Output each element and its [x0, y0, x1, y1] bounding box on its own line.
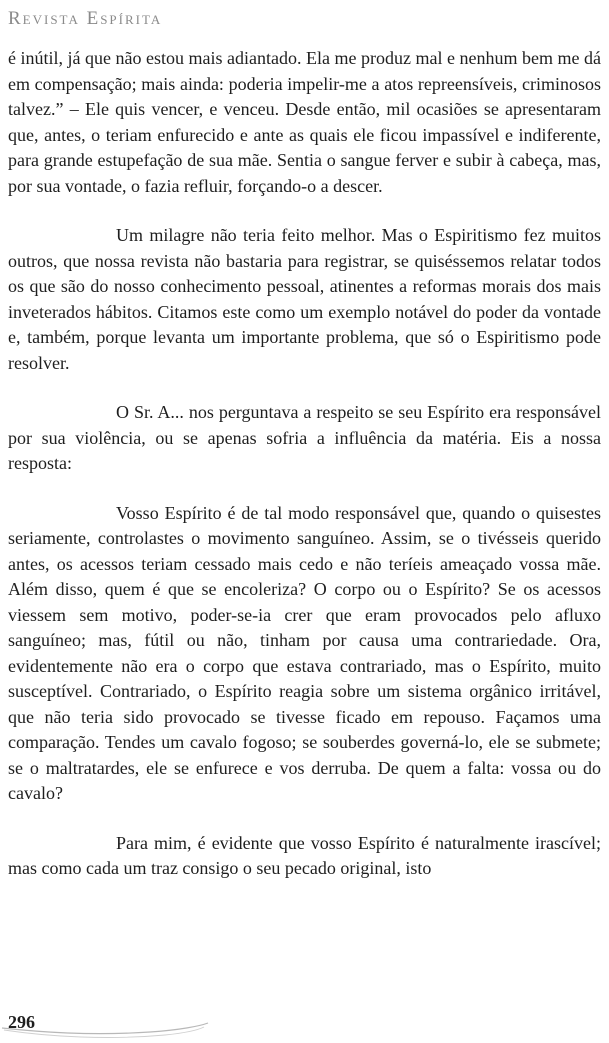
- paragraph-5: Para mim, é evidente que vosso Espírito é naturalmente irascível; mas como cada um traz consigo o seu pecado original, isto: [8, 832, 601, 878]
- page-number: 296: [8, 1012, 35, 1032]
- running-head: Revista Espírita: [8, 8, 163, 29]
- paragraph-3: O Sr. A... nos perguntava a respeito se seu Espírito era responsável por sua violência, ou se apenas sofria a influência da matéria. Eis a nossa resposta:: [8, 402, 601, 473]
- paragraph-2: Um milagre não teria feito melhor. Mas o Espiritismo fez muitos outros, que nossa revista não bastaria para registrar, se quiséssemos relatar todos os que são do nosso conhecimento pessoal, atinentes a reformas morais dos mais inveterados hábitos. Citamos este como um exemplo notável do poder da vontade e, também, porque levanta um importante problema, que só o Espiritismo pode resolver.: [8, 225, 601, 373]
- paragraph-4: Vosso Espírito é de tal modo responsável que, quando o quisestes seriamente, controlastes o movimento sanguíneo. Assim, se o tivésseis querido antes, os acessos teriam cessado mais cedo e não teríeis ameaçado vossa mãe. Além disso, quem é que se encoleriza? O corpo ou o Espírito? Se os acessos viessem sem motivo, poder-se-ia crer que eram provocados pelo afluxo sanguíneo; mas, fútil ou não, tinham por causa uma contrariedade. Ora, evidentemente não era o corpo que estava contrariado, mas o Espírito, muito susceptível. Contrariado, o Espírito reagia sobre um sistema orgânico irritável, que não teria sido provocado se tivesse ficado em repouso. Façamos uma comparação. Tendes um cavalo fogoso; se souberdes governá-lo, ele se submete; se o maltratardes, ele se enfurece e vos derruba. De quem a falta: vossa ou do cavalo?: [8, 502, 601, 803]
- paragraph-1: é inútil, já que não estou mais adiantado. Ela me produz mal e nenhum bem me dá em compensação; mais ainda: poderia impelir-me a atos repreensíveis, criminosos talvez.” – Ele quis vencer, e venceu. Desde então, mil ocasiões se apresentaram que, antes, o teriam enfurecido e ante as quais ele ficou impassível e indiferente, para grande estupefação de sua mãe. Sentia o sangue ferver e subir à cabeça, mas, por sua vontade, o fazia refluir, forçando-o a descer.: [8, 48, 601, 196]
- body-text: [8, 46, 601, 882]
